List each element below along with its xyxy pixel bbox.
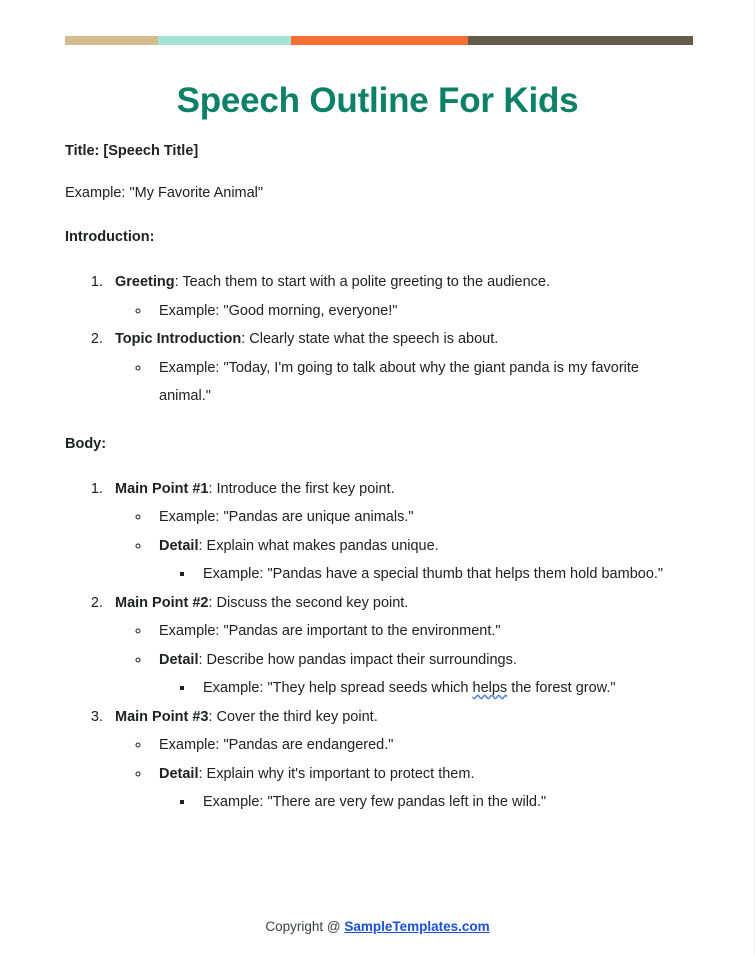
sublist-level-2 [115, 731, 690, 817]
grammar-suggestion-underline[interactable]: helps [472, 680, 508, 696]
list-item-lead: Topic Introduction [115, 331, 242, 347]
decorative-color-bar [65, 36, 693, 45]
list-item: 1. Greeting: Teach them to start with a polite greeting to the audience. ◦ Example: "Good morning, everyone!" [107, 268, 690, 325]
list-item-lead: Main Point #1 [115, 480, 209, 497]
list-item: ◦ Example: "Pandas are endangered." [151, 731, 690, 760]
list-item: ◦ Detail: Explain what makes pandas unique. ▪ Example: "Pandas have a special thumb that helps them hold bamboo." [151, 532, 690, 589]
list-item-lead: Main Point #3 [115, 708, 209, 725]
sublist-level-2 [115, 354, 690, 411]
list-item: 2. Main Point #2: Discuss the second key point. ◦ Example: "Pandas are important to the environment." ◦ Detail: Describe how pandas impact their surroundings. ▪ Example: "They help spread seeds which helps the forest grow." [107, 589, 690, 703]
document-body [65, 140, 690, 817]
list-item: 3. Main Point #3: Cover the third key point. ◦ Example: "Pandas are endangered." ◦ Detail: Explain why it's important to protect them. ▪ Example: "There are very few pandas left in the wild." [107, 703, 690, 817]
body-heading: Body: [65, 435, 107, 452]
speech-title-example: Example: "My Favorite Animal" [65, 185, 264, 201]
list-item: ◦ Example: "Good morning, everyone!" [151, 297, 690, 326]
list-item-lead: Detail [159, 651, 199, 668]
sublist-level-3 [159, 560, 690, 589]
list-item: 2. Topic Introduction: Clearly state what the speech is about. ◦ Example: "Today, I'm going to talk about why the giant panda is my favorite animal." [107, 325, 690, 411]
introduction-heading: Introduction: [65, 229, 155, 245]
speech-title-line: Title: [Speech Title] [65, 143, 199, 159]
list-item: ▪ Example: "They help spread seeds which helps the forest grow." [195, 674, 690, 703]
sublist-level-3 [159, 674, 690, 703]
color-bar-segment-orange [291, 36, 468, 45]
list-item: ◦ Detail: Explain why it's important to protect them. ▪ Example: "There are very few pandas left in the wild." [151, 760, 690, 817]
list-item: 1. Main Point #1: Introduce the first key point. ◦ Example: "Pandas are unique animals." ◦ Detail: Explain what makes pandas unique. ▪ Example: "Pandas have a special thumb that helps them hold bamboo." [107, 475, 690, 589]
list-item-lead: Greeting [115, 274, 175, 290]
color-bar-segment-tan [65, 36, 158, 45]
color-bar-segment-teal [158, 36, 291, 45]
list-item: ◦ Detail: Describe how pandas impact their surroundings. ▪ Example: "They help spread seeds which helps the forest grow." [151, 646, 690, 703]
list-item-lead: Detail [159, 765, 199, 782]
body-list [65, 475, 690, 817]
footer-copyright [0, 919, 755, 934]
page-title: Speech Outline For Kids [176, 81, 579, 121]
list-item: ◦ Example: "Pandas are important to the environment." [151, 617, 690, 646]
copyright-text: Copyright @ [265, 919, 345, 934]
list-item-lead: Detail [159, 537, 199, 554]
sublist-level-2 [115, 503, 690, 589]
sublist-level-3 [159, 788, 690, 817]
list-item: ▪ Example: "Pandas have a special thumb that helps them hold bamboo." [195, 560, 690, 589]
color-bar-segment-brown [468, 36, 693, 45]
list-item: ◦ Example: "Today, I'm going to talk about why the giant panda is my favorite animal." [151, 354, 690, 411]
sublist-level-2 [115, 617, 690, 703]
list-item: ▪ Example: "There are very few pandas left in the wild." [195, 788, 690, 817]
sample-templates-link[interactable]: SampleTemplates.com [344, 919, 490, 934]
list-item: ◦ Example: "Pandas are unique animals." [151, 503, 690, 532]
sublist-level-2 [115, 297, 690, 326]
list-item-lead: Main Point #2 [115, 594, 209, 611]
introduction-list [65, 268, 690, 411]
